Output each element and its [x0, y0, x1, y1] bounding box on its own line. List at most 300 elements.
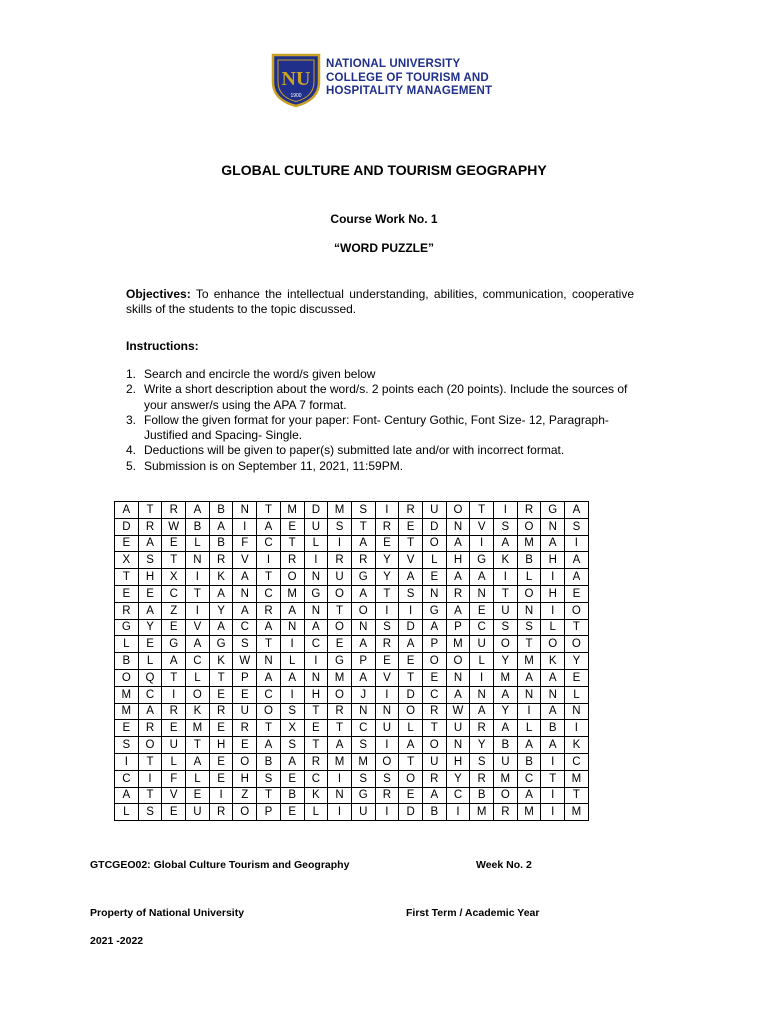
grid-cell[interactable]: E [209, 753, 233, 770]
grid-cell[interactable]: K [565, 737, 589, 754]
grid-cell[interactable]: U [162, 737, 186, 754]
grid-cell[interactable]: T [115, 569, 139, 586]
grid-cell[interactable]: A [446, 569, 470, 586]
grid-cell[interactable]: A [541, 737, 565, 754]
grid-cell[interactable]: P [233, 669, 257, 686]
grid-cell[interactable]: N [565, 703, 589, 720]
grid-cell[interactable]: O [517, 585, 541, 602]
grid-cell[interactable]: L [304, 804, 328, 821]
grid-cell[interactable]: H [541, 552, 565, 569]
grid-cell[interactable]: O [399, 703, 423, 720]
grid-cell[interactable]: R [494, 804, 518, 821]
grid-cell[interactable]: P [351, 653, 375, 670]
grid-cell[interactable]: E [304, 720, 328, 737]
grid-cell[interactable]: C [422, 686, 446, 703]
grid-cell[interactable]: T [138, 787, 162, 804]
grid-cell[interactable]: O [328, 686, 352, 703]
grid-cell[interactable]: I [517, 703, 541, 720]
grid-cell[interactable]: E [399, 653, 423, 670]
grid-cell[interactable]: T [209, 669, 233, 686]
grid-cell[interactable]: T [186, 737, 210, 754]
grid-cell[interactable]: C [138, 686, 162, 703]
grid-cell[interactable]: I [138, 770, 162, 787]
grid-cell[interactable]: O [328, 619, 352, 636]
grid-cell[interactable]: E [280, 518, 304, 535]
grid-cell[interactable]: R [446, 585, 470, 602]
grid-cell[interactable]: N [422, 585, 446, 602]
grid-cell[interactable]: S [233, 636, 257, 653]
grid-cell[interactable]: A [422, 619, 446, 636]
grid-cell[interactable]: A [233, 602, 257, 619]
grid-cell[interactable]: A [280, 669, 304, 686]
grid-cell[interactable]: Y [375, 569, 399, 586]
grid-cell[interactable]: A [494, 686, 518, 703]
grid-cell[interactable]: L [138, 653, 162, 670]
grid-cell[interactable]: A [470, 703, 494, 720]
grid-cell[interactable]: N [351, 703, 375, 720]
grid-cell[interactable]: R [422, 770, 446, 787]
grid-cell[interactable]: O [351, 602, 375, 619]
grid-cell[interactable]: E [399, 518, 423, 535]
grid-cell[interactable]: A [446, 602, 470, 619]
grid-cell[interactable]: D [399, 686, 423, 703]
grid-cell[interactable]: I [541, 569, 565, 586]
grid-cell[interactable]: O [138, 737, 162, 754]
grid-cell[interactable]: C [446, 787, 470, 804]
grid-cell[interactable]: B [280, 787, 304, 804]
grid-cell[interactable]: E [186, 787, 210, 804]
grid-cell[interactable]: A [328, 737, 352, 754]
grid-cell[interactable]: X [280, 720, 304, 737]
grid-cell[interactable]: E [280, 804, 304, 821]
grid-cell[interactable]: A [351, 669, 375, 686]
grid-cell[interactable]: C [470, 619, 494, 636]
grid-cell[interactable]: A [186, 502, 210, 519]
grid-cell[interactable]: B [186, 518, 210, 535]
grid-cell[interactable]: Y [470, 737, 494, 754]
grid-cell[interactable]: E [162, 619, 186, 636]
grid-cell[interactable]: A [517, 669, 541, 686]
grid-cell[interactable]: I [565, 535, 589, 552]
grid-cell[interactable]: T [257, 636, 281, 653]
grid-cell[interactable]: T [304, 737, 328, 754]
grid-cell[interactable]: O [422, 653, 446, 670]
grid-cell[interactable]: B [517, 552, 541, 569]
grid-cell[interactable]: R [209, 703, 233, 720]
grid-cell[interactable]: G [422, 602, 446, 619]
grid-cell[interactable]: B [470, 787, 494, 804]
grid-cell[interactable]: U [351, 804, 375, 821]
grid-cell[interactable]: U [328, 569, 352, 586]
grid-cell[interactable]: L [541, 619, 565, 636]
grid-cell[interactable]: Y [446, 770, 470, 787]
grid-cell[interactable]: U [422, 753, 446, 770]
grid-cell[interactable]: E [115, 535, 139, 552]
grid-cell[interactable]: I [375, 502, 399, 519]
grid-cell[interactable]: E [328, 636, 352, 653]
grid-cell[interactable]: F [233, 535, 257, 552]
grid-cell[interactable]: I [328, 535, 352, 552]
grid-cell[interactable]: A [115, 787, 139, 804]
grid-cell[interactable]: M [494, 770, 518, 787]
grid-cell[interactable]: A [399, 636, 423, 653]
grid-cell[interactable]: L [115, 636, 139, 653]
grid-cell[interactable]: N [351, 619, 375, 636]
grid-cell[interactable]: I [375, 686, 399, 703]
grid-cell[interactable]: G [470, 552, 494, 569]
grid-cell[interactable]: R [209, 552, 233, 569]
grid-cell[interactable]: I [470, 669, 494, 686]
grid-cell[interactable]: S [399, 585, 423, 602]
grid-cell[interactable]: E [375, 535, 399, 552]
grid-cell[interactable]: C [517, 770, 541, 787]
grid-cell[interactable]: I [186, 602, 210, 619]
grid-cell[interactable]: E [209, 686, 233, 703]
grid-cell[interactable]: K [209, 653, 233, 670]
grid-cell[interactable]: L [565, 686, 589, 703]
grid-cell[interactable]: D [115, 518, 139, 535]
grid-cell[interactable]: Y [209, 602, 233, 619]
grid-cell[interactable]: M [517, 804, 541, 821]
grid-cell[interactable]: C [565, 753, 589, 770]
grid-cell[interactable]: R [233, 720, 257, 737]
grid-cell[interactable]: A [186, 753, 210, 770]
grid-cell[interactable]: G [304, 585, 328, 602]
grid-cell[interactable]: A [494, 720, 518, 737]
grid-cell[interactable]: B [541, 720, 565, 737]
grid-cell[interactable]: R [328, 552, 352, 569]
grid-cell[interactable]: X [115, 552, 139, 569]
grid-cell[interactable]: L [115, 804, 139, 821]
grid-cell[interactable]: I [565, 720, 589, 737]
grid-cell[interactable]: G [541, 502, 565, 519]
grid-cell[interactable]: M [280, 502, 304, 519]
grid-cell[interactable]: M [115, 703, 139, 720]
grid-cell[interactable]: I [209, 787, 233, 804]
grid-cell[interactable]: A [541, 703, 565, 720]
grid-cell[interactable]: A [257, 619, 281, 636]
grid-cell[interactable]: I [186, 569, 210, 586]
grid-cell[interactable]: N [446, 737, 470, 754]
grid-cell[interactable]: I [375, 804, 399, 821]
grid-cell[interactable]: M [494, 669, 518, 686]
grid-cell[interactable]: M [328, 669, 352, 686]
grid-cell[interactable]: R [115, 602, 139, 619]
grid-cell[interactable]: I [399, 602, 423, 619]
grid-cell[interactable]: U [446, 720, 470, 737]
grid-cell[interactable]: C [186, 653, 210, 670]
grid-cell[interactable]: R [517, 502, 541, 519]
grid-cell[interactable]: A [399, 569, 423, 586]
grid-cell[interactable]: A [162, 653, 186, 670]
grid-cell[interactable]: A [209, 518, 233, 535]
grid-cell[interactable]: N [446, 518, 470, 535]
grid-cell[interactable]: G [115, 619, 139, 636]
grid-cell[interactable]: M [470, 804, 494, 821]
grid-cell[interactable]: P [422, 636, 446, 653]
grid-cell[interactable]: I [328, 770, 352, 787]
grid-cell[interactable]: M [446, 636, 470, 653]
grid-cell[interactable]: I [280, 686, 304, 703]
grid-cell[interactable]: S [494, 518, 518, 535]
grid-cell[interactable]: Z [162, 602, 186, 619]
grid-cell[interactable]: V [162, 787, 186, 804]
grid-cell[interactable]: E [115, 720, 139, 737]
grid-cell[interactable]: K [209, 569, 233, 586]
grid-cell[interactable]: B [257, 753, 281, 770]
grid-cell[interactable]: T [328, 602, 352, 619]
grid-cell[interactable]: Y [138, 619, 162, 636]
grid-cell[interactable]: U [186, 804, 210, 821]
grid-cell[interactable]: D [422, 518, 446, 535]
grid-cell[interactable]: A [422, 787, 446, 804]
grid-cell[interactable]: L [470, 653, 494, 670]
grid-cell[interactable]: K [186, 703, 210, 720]
grid-cell[interactable]: T [375, 585, 399, 602]
grid-cell[interactable]: I [494, 502, 518, 519]
grid-cell[interactable]: T [399, 669, 423, 686]
grid-cell[interactable]: M [351, 753, 375, 770]
grid-cell[interactable]: C [162, 585, 186, 602]
grid-cell[interactable]: C [257, 535, 281, 552]
grid-cell[interactable]: B [422, 804, 446, 821]
grid-cell[interactable]: S [138, 804, 162, 821]
grid-cell[interactable]: T [351, 518, 375, 535]
grid-cell[interactable]: A [186, 636, 210, 653]
grid-cell[interactable]: S [351, 502, 375, 519]
grid-cell[interactable]: T [422, 720, 446, 737]
grid-cell[interactable]: A [351, 535, 375, 552]
grid-cell[interactable]: H [446, 552, 470, 569]
grid-cell[interactable]: N [186, 552, 210, 569]
grid-cell[interactable]: T [162, 669, 186, 686]
grid-cell[interactable]: L [186, 535, 210, 552]
grid-cell[interactable]: A [470, 569, 494, 586]
grid-cell[interactable]: G [209, 636, 233, 653]
grid-cell[interactable]: T [162, 552, 186, 569]
grid-cell[interactable]: H [138, 569, 162, 586]
grid-cell[interactable]: A [399, 737, 423, 754]
grid-cell[interactable]: O [565, 602, 589, 619]
grid-cell[interactable]: A [494, 535, 518, 552]
grid-cell[interactable]: A [257, 669, 281, 686]
grid-cell[interactable]: T [257, 720, 281, 737]
grid-cell[interactable]: I [541, 804, 565, 821]
grid-cell[interactable]: R [470, 720, 494, 737]
grid-cell[interactable]: A [446, 686, 470, 703]
grid-cell[interactable]: N [375, 703, 399, 720]
grid-cell[interactable]: T [186, 585, 210, 602]
grid-cell[interactable]: C [304, 636, 328, 653]
grid-cell[interactable]: I [328, 804, 352, 821]
grid-cell[interactable]: D [304, 502, 328, 519]
grid-cell[interactable]: I [446, 804, 470, 821]
grid-cell[interactable]: O [280, 569, 304, 586]
grid-cell[interactable]: A [565, 552, 589, 569]
grid-cell[interactable]: O [186, 686, 210, 703]
grid-cell[interactable]: I [470, 535, 494, 552]
grid-cell[interactable]: O [115, 669, 139, 686]
grid-cell[interactable]: R [328, 703, 352, 720]
grid-cell[interactable]: C [115, 770, 139, 787]
grid-cell[interactable]: R [375, 636, 399, 653]
grid-cell[interactable]: S [375, 770, 399, 787]
grid-cell[interactable]: C [304, 770, 328, 787]
grid-cell[interactable]: O [446, 653, 470, 670]
grid-cell[interactable]: O [422, 535, 446, 552]
grid-cell[interactable]: L [186, 770, 210, 787]
grid-cell[interactable]: I [541, 602, 565, 619]
grid-cell[interactable]: T [304, 703, 328, 720]
grid-cell[interactable]: S [115, 737, 139, 754]
grid-cell[interactable]: V [375, 669, 399, 686]
grid-cell[interactable]: I [375, 737, 399, 754]
grid-cell[interactable]: E [422, 669, 446, 686]
grid-cell[interactable]: T [257, 502, 281, 519]
grid-cell[interactable]: S [351, 770, 375, 787]
grid-cell[interactable]: A [517, 787, 541, 804]
grid-cell[interactable]: A [517, 737, 541, 754]
grid-cell[interactable]: R [422, 703, 446, 720]
grid-cell[interactable]: S [328, 518, 352, 535]
grid-cell[interactable]: E [209, 720, 233, 737]
grid-cell[interactable]: K [494, 552, 518, 569]
grid-cell[interactable]: M [328, 753, 352, 770]
grid-cell[interactable]: V [399, 552, 423, 569]
grid-cell[interactable]: S [565, 518, 589, 535]
grid-cell[interactable]: R [470, 770, 494, 787]
grid-cell[interactable]: N [233, 585, 257, 602]
grid-cell[interactable]: E [209, 770, 233, 787]
grid-cell[interactable]: Y [494, 653, 518, 670]
grid-cell[interactable]: N [233, 502, 257, 519]
grid-cell[interactable]: V [186, 619, 210, 636]
grid-cell[interactable]: T [138, 502, 162, 519]
grid-cell[interactable]: O [494, 787, 518, 804]
grid-cell[interactable]: T [138, 753, 162, 770]
grid-cell[interactable]: A [209, 619, 233, 636]
grid-cell[interactable]: R [351, 552, 375, 569]
grid-cell[interactable]: U [470, 636, 494, 653]
grid-cell[interactable]: O [328, 585, 352, 602]
grid-cell[interactable]: U [233, 703, 257, 720]
grid-cell[interactable]: O [233, 804, 257, 821]
grid-cell[interactable]: B [115, 653, 139, 670]
grid-cell[interactable]: A [446, 535, 470, 552]
grid-cell[interactable]: Y [375, 552, 399, 569]
grid-cell[interactable]: L [162, 753, 186, 770]
grid-cell[interactable]: U [422, 502, 446, 519]
grid-cell[interactable]: R [138, 518, 162, 535]
grid-cell[interactable]: H [541, 585, 565, 602]
grid-cell[interactable]: O [399, 770, 423, 787]
grid-cell[interactable]: N [304, 602, 328, 619]
grid-cell[interactable]: A [257, 518, 281, 535]
grid-cell[interactable]: I [494, 569, 518, 586]
grid-cell[interactable]: R [375, 787, 399, 804]
grid-cell[interactable]: C [233, 619, 257, 636]
grid-cell[interactable]: A [304, 619, 328, 636]
grid-cell[interactable]: M [328, 502, 352, 519]
grid-cell[interactable]: Y [494, 703, 518, 720]
grid-cell[interactable]: V [470, 518, 494, 535]
grid-cell[interactable]: A [565, 502, 589, 519]
grid-cell[interactable]: E [422, 569, 446, 586]
grid-cell[interactable]: T [399, 535, 423, 552]
grid-cell[interactable]: U [304, 518, 328, 535]
grid-cell[interactable]: D [399, 804, 423, 821]
grid-cell[interactable]: T [280, 535, 304, 552]
grid-cell[interactable]: R [257, 602, 281, 619]
grid-cell[interactable]: R [209, 804, 233, 821]
grid-cell[interactable]: S [494, 619, 518, 636]
grid-cell[interactable]: O [494, 636, 518, 653]
grid-cell[interactable]: E [233, 737, 257, 754]
grid-cell[interactable]: I [233, 518, 257, 535]
grid-cell[interactable]: M [565, 804, 589, 821]
grid-cell[interactable]: A [541, 535, 565, 552]
grid-cell[interactable]: M [115, 686, 139, 703]
grid-cell[interactable]: N [257, 653, 281, 670]
grid-cell[interactable]: O [375, 753, 399, 770]
grid-cell[interactable]: B [517, 753, 541, 770]
grid-cell[interactable]: O [233, 753, 257, 770]
grid-cell[interactable]: K [541, 653, 565, 670]
grid-cell[interactable]: N [304, 569, 328, 586]
grid-cell[interactable]: N [517, 686, 541, 703]
grid-cell[interactable]: Y [565, 653, 589, 670]
grid-cell[interactable]: O [517, 518, 541, 535]
grid-cell[interactable]: A [565, 569, 589, 586]
grid-cell[interactable]: N [470, 686, 494, 703]
grid-cell[interactable]: O [541, 636, 565, 653]
grid-cell[interactable]: A [280, 602, 304, 619]
grid-cell[interactable]: T [328, 720, 352, 737]
grid-cell[interactable]: E [280, 770, 304, 787]
grid-cell[interactable]: I [280, 636, 304, 653]
grid-cell[interactable]: D [399, 619, 423, 636]
grid-cell[interactable]: I [304, 653, 328, 670]
grid-cell[interactable]: V [233, 552, 257, 569]
grid-cell[interactable]: H [304, 686, 328, 703]
grid-cell[interactable]: L [304, 535, 328, 552]
grid-cell[interactable]: S [517, 619, 541, 636]
grid-cell[interactable]: N [304, 669, 328, 686]
grid-cell[interactable]: O [565, 636, 589, 653]
grid-cell[interactable]: A [233, 569, 257, 586]
grid-cell[interactable]: T [494, 585, 518, 602]
grid-cell[interactable]: E [565, 585, 589, 602]
grid-cell[interactable]: W [446, 703, 470, 720]
grid-cell[interactable]: R [138, 720, 162, 737]
grid-cell[interactable]: E [138, 636, 162, 653]
grid-cell[interactable]: R [162, 502, 186, 519]
grid-cell[interactable]: E [138, 585, 162, 602]
grid-cell[interactable]: T [541, 770, 565, 787]
grid-cell[interactable]: N [517, 602, 541, 619]
grid-cell[interactable]: C [257, 585, 281, 602]
grid-cell[interactable]: E [162, 535, 186, 552]
grid-cell[interactable]: U [494, 602, 518, 619]
grid-cell[interactable]: K [304, 787, 328, 804]
grid-cell[interactable]: I [162, 686, 186, 703]
grid-cell[interactable]: N [328, 787, 352, 804]
grid-cell[interactable]: M [517, 535, 541, 552]
grid-cell[interactable]: S [138, 552, 162, 569]
grid-cell[interactable]: B [209, 535, 233, 552]
grid-cell[interactable]: A [351, 585, 375, 602]
grid-cell[interactable]: F [162, 770, 186, 787]
